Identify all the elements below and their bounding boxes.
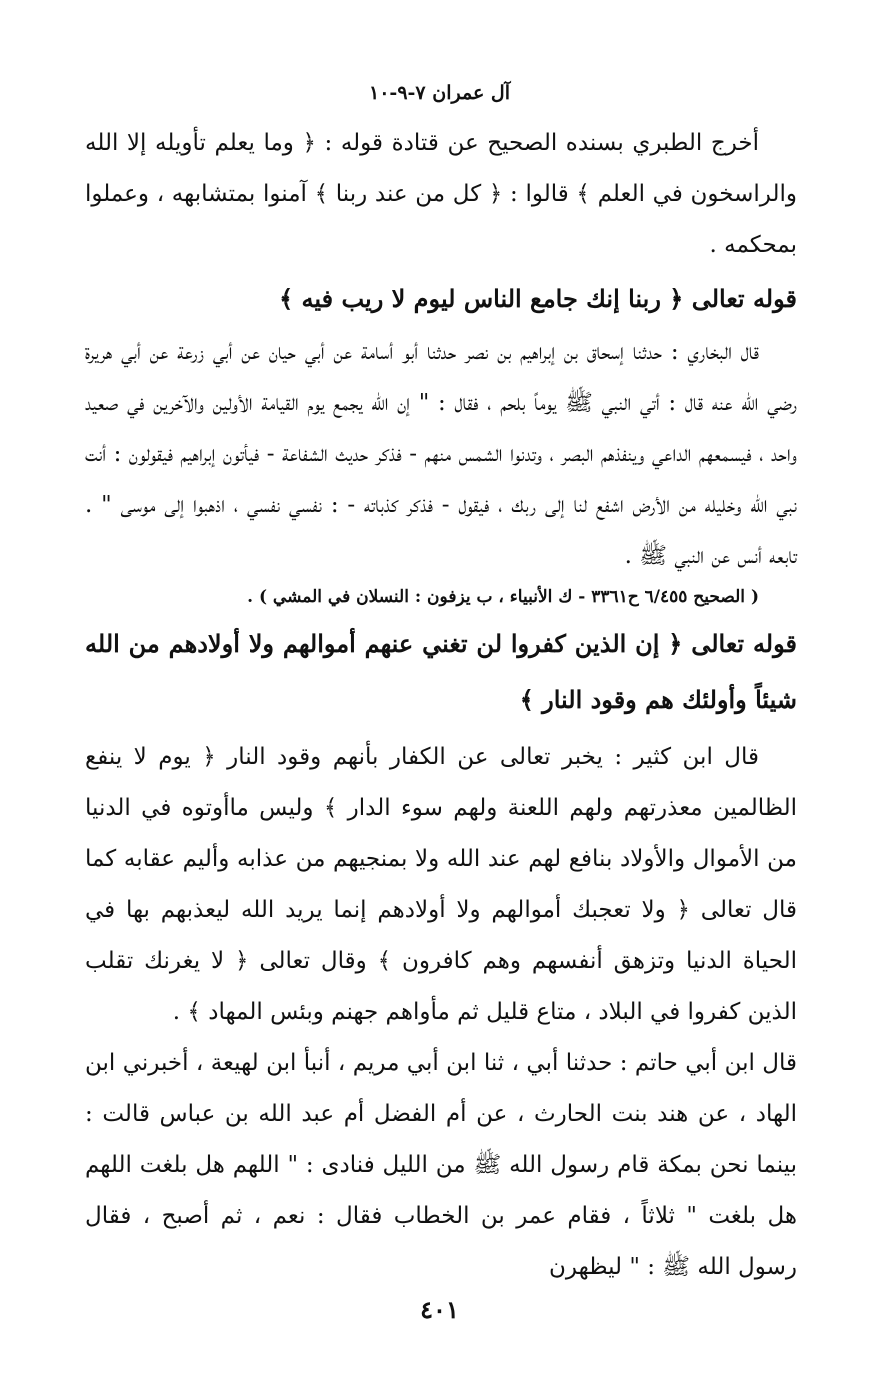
paragraph-ibn-kathir: قال ابن كثير : يخبر تعالى عن الكفار بأنهم وقود النار ﴿ يوم لا ينفع الظالمين معذرتهم ولهم اللعنة ولهم سوء الدار ﴾ وليس ماأوتوه في الدنيا من الأموال والأولاد بنافع لهم عند الله ولا بمنجيهم من عذابه وأليم عقابه كما قال تعالى ﴿ ولا تعجبك أموالهم ولا أولادهم إنما يريد الله ليعذبهم بها في الحياة الدنيا وتزهق أنفسهم وهم كافرون ﴾ وقال تعالى ﴿ لا يغرنك تقلب الذين كفروا في البلاد ، متاع قليل ثم مأواهم جهنم وبئس المهاد ﴾ . [85,744,797,1025]
paragraph-tabari: أخرج الطبري بسنده الصحيح عن قتادة قوله : ﴿ وما يعلم تأويله إلا الله والراسخون في العلم ﴾ قالوا : ﴿ كل من عند ربنا ﴾ آمنوا بمتشابهه ، وعملوا بمحكمه . [85,130,797,258]
verse-heading-1: قوله تعالى ﴿ ربنا إنك جامع الناس ليوم لا ريب فيه ﴾ [279,284,797,313]
running-header: آل عمران ٧-٩-١٠ [369,82,510,104]
source-reference: ( الصحيح ٦/٤٥٥ ح٣٣٦١ - ك الأنبياء ، ب يزفون : النسلان في المشي ) . [247,587,759,607]
verse-heading-2: قوله تعالى ﴿ إن الذين كفروا لن تغني عنهم أموالهم ولا أولادهم من الله شيئاً وأولئك هم وقود النار ﴾ [85,629,797,714]
paragraph-ibn-abi-hatim: قال ابن أبي حاتم : حدثنا أبي ، ثنا ابن أبي مريم ، أنبأ ابن لهيعة ، أخبرني ابن الهاد ، عن هند بنت الحارث ، عن أم الفضل أم عبد الله بن عباس قالت : بينما نحن بمكة قام رسول الله ﷺ من الليل فنادى : " اللهم هل بلغت اللهم هل بلغت " ثلاثاً ، فقام عمر بن الخطاب فقال : نعم ، ثم أصبح ، فقال رسول الله ﷺ : " ليظهرن [85,1050,797,1280]
paragraph-bukhari: قال البخاري : حدثنا إسحاق بن إبراهيم بن نصر حدثنا أبو أسامة عن أبي حيان عن أبي زرعة عن أبي هريرة رضي الله عنه قال : أتي النبي ﷺ يوماً بلحم ، فقال : " إن الله يجمع يوم القيامة الأولين والآخرين في صعيد واحد ، فيسمعهم الداعي وينفذهم البصر ، وتدنوا الشمس منهم - فذكر حديث الشفاعة - فيأتون إبراهيم فيقولون : أنت نبي الله وخليله من الأرض اشفع لنا إلى ربك ، فيقول - فذكر كذباته - : نفسي نفسي ، اذهبوا إلى موسى " . تابعه أنس عن النبي ﷺ . [85,339,797,569]
page-body [85,118,797,1293]
page-number: ٤٠١ [420,1295,459,1324]
